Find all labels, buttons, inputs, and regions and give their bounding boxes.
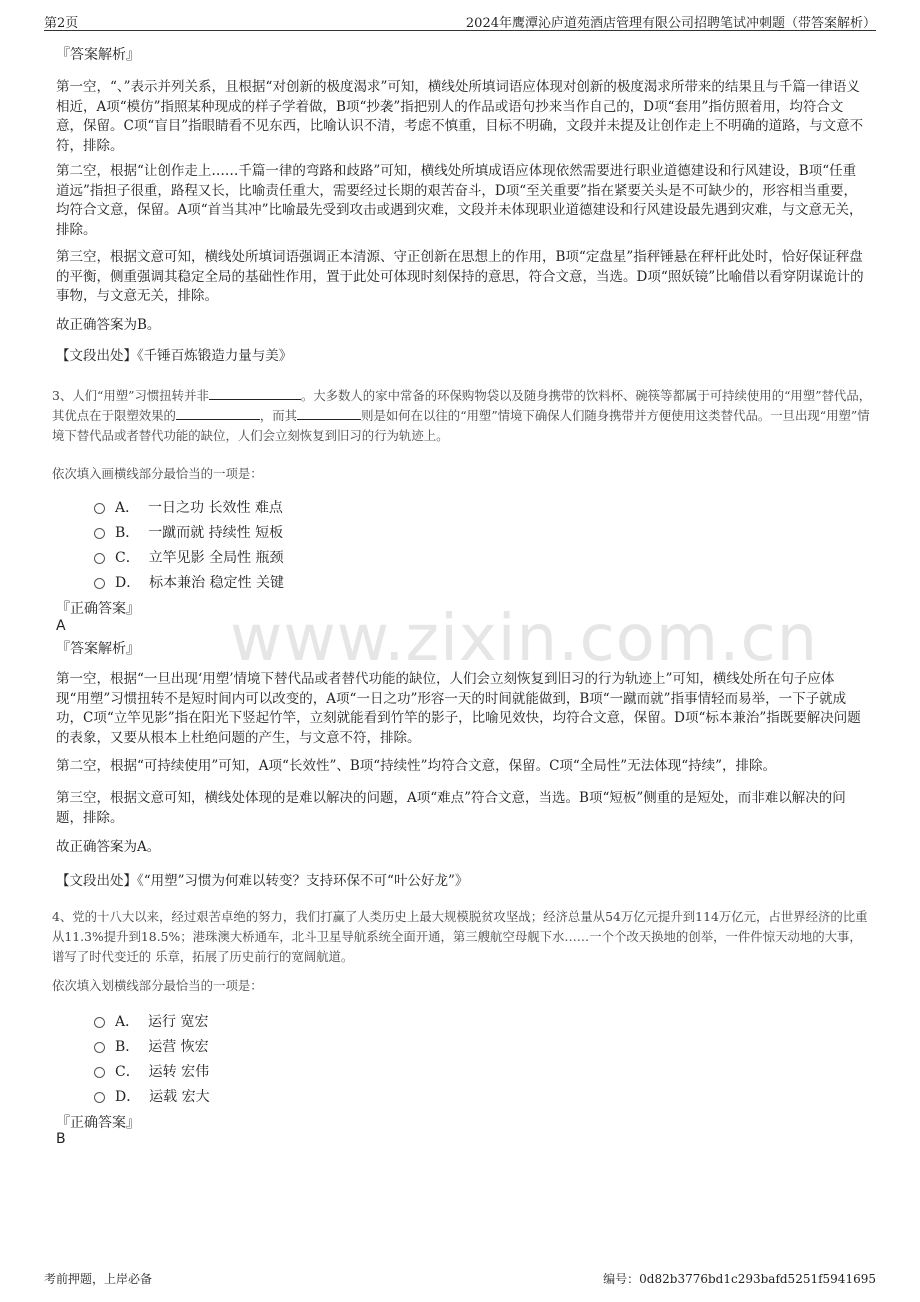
- option-d[interactable]: [94, 1086, 210, 1106]
- radio-icon[interactable]: [94, 1067, 105, 1078]
- watermark: www.zixin.com.cn: [230, 602, 819, 676]
- question-3-text: [52, 386, 872, 446]
- option-text: 运行 宽宏: [148, 1014, 209, 1030]
- analysis-paragraph: 第一空，“、”表示并列关系，且根据“对创新的极度渴求”可知，横线处所填词语应体现对创新的极度渴求所带来的结果且与千篇一律语义相近，A项“模仿”指照某种现成的样子学着做，B项“抄袭”指把别人的作品或语句抄来当作自己的，D项“套用”指仿照着用，均符合文意，保留。C项“盲目”指眼睛看不见东西，比喻认识不清，考虑不慎重，目标不明确，文段并未提及让创作走上不明确的道路，与文意不符，排除。: [56, 79, 864, 154]
- radio-icon[interactable]: [94, 1042, 105, 1053]
- option-key: D．: [115, 575, 141, 591]
- option-text: 运载 宏大: [149, 1089, 210, 1105]
- radio-icon[interactable]: [94, 1092, 105, 1103]
- analysis-paragraph: 第二空，根据“可持续使用”可知，A项“长效性”、B项“持续性”均符合文意，保留。C项“全局性”无法体现“持续”，排除。: [56, 758, 777, 774]
- correct-answer: A: [56, 618, 66, 634]
- question-4-text: 4、党的十八大以来，经过艰苦卓绝的努力，我们打赢了人类历史上最大规模脱贫攻坚战；经济总量从54万亿元提升到114万亿元，占世界经济的比重从11.3%提升到18.5%；港珠澳大桥通车，北斗卫星导航系统全面开通，第三艘航空母舰下水……一个个改天换地的创举，一件件惊天动地的大事，谱写了时代变迁的 乐章，拓展了历史前行的宽阔航道。: [52, 909, 868, 964]
- question-text-part: 。大多数人的家中常备的环保购物袋以及随身携带的饮料杯、碗筷等都属于可持续使用的“用塑”替代品，其优点在于限塑效果的: [52, 388, 872, 423]
- analysis-paragraph: 第三空，根据文意可知，横线处所填词语强调正本清源、守正创新在思想上的作用，B项“定盘星”指秤锤悬在秤杆此处时，恰好保证秤盘的平衡，侧重强调其稳定全局的基础性作用，置于此处可体现时刻保持的意思，符合文意，当选。D项“照妖镜”比喻借以看穿阴谋诡计的事物，与文意无关，排除。: [56, 249, 864, 304]
- radio-icon[interactable]: [94, 528, 105, 539]
- analysis-label: 『答案解析』: [56, 47, 140, 63]
- option-text: 运营 恢宏: [148, 1039, 209, 1055]
- option-b[interactable]: [94, 522, 283, 542]
- option-key: C．: [115, 550, 140, 566]
- answer-blank: [209, 387, 301, 400]
- correct-answer-label: 『正确答案』: [56, 1115, 140, 1131]
- answer-blank: [176, 407, 260, 420]
- option-key: B．: [115, 525, 140, 541]
- question-prompt: 依次填入划横线部分最恰当的一项是：: [52, 978, 263, 993]
- source-title: 《“用塑”习惯为何难以转变？支持环保不可“叶公好龙”》: [137, 873, 469, 889]
- option-key: A．: [115, 500, 140, 516]
- option-text: 标本兼治 稳定性 关键: [149, 575, 285, 591]
- page-number: 第2页: [44, 16, 79, 31]
- radio-icon[interactable]: [94, 503, 105, 514]
- radio-icon[interactable]: [94, 553, 105, 564]
- option-a[interactable]: [94, 1011, 208, 1031]
- option-text: 运转 宏伟: [148, 1064, 210, 1080]
- question-text-part: 3、人们“用塑”习惯扭转并非: [52, 388, 209, 403]
- conclusion: 故正确答案为B。: [56, 317, 161, 333]
- question-text-part: 则是如何在以往的“用塑”情境下确保人们随身携带并方便使用这类替代品。一旦出现“用塑”情境下替代品或者替代功能的缺位，人们会立刻恢复到旧习的行为轨迹上。: [52, 408, 870, 443]
- analysis-label: 『答案解析』: [56, 641, 140, 657]
- document-id: 编号：0d82b3776bd1c293bafd5251f5941695: [603, 1272, 876, 1286]
- question-text-part: ，而其: [259, 408, 298, 423]
- radio-icon[interactable]: [94, 578, 105, 589]
- conclusion: 故正确答案为A。: [56, 839, 161, 855]
- option-text: 一日之功 长效性 难点: [148, 500, 283, 516]
- source-title: 《千锤百炼锻造力量与美》: [137, 348, 293, 364]
- option-c[interactable]: [94, 1061, 209, 1081]
- option-c[interactable]: [94, 547, 284, 567]
- analysis-paragraph: 第二空，根据“让创作走上……千篇一律的弯路和歧路”可知，横线处所填成语应体现依然需要进行职业道德建设和行风建设，B项“任重道远”指担子很重，路程又长，比喻责任重大，需要经过长期的艰苦奋斗，D项“至关重要”指在紧要关头是不可缺少的，形容相当重要，均符合文意，保留。A项“首当其冲”比喻最先受到攻击或遇到灾难，文段并未体现职业道德建设和行风建设最先遇到灾难，与文意无关，排除。: [56, 163, 863, 238]
- option-key: D．: [115, 1089, 141, 1105]
- question-prompt: 依次填入画横线部分最恰当的一项是：: [52, 466, 263, 481]
- footer-slogan: 考前押题，上岸必备: [44, 1272, 153, 1286]
- analysis-paragraph: 第一空，根据“一旦出现‘用塑’情境下替代品或者替代功能的缺位，人们会立刻恢复到旧习的行为轨迹上”可知，横线处所在句子应体现“用塑”习惯扭转不是短时间内可以改变的，A项“一日之功”形容一天的时间就能做到，B项“一蹴而就”指事情轻而易举，一下子就成功，C项“立竿见影”指在阳光下竖起竹竿，立刻就能看到竹竿的影子，比喻见效快，均符合文意，保留。D项“标本兼治”指既要解决问题的表象，又要从根本上杜绝问题的产生，与文意不符，排除。: [56, 671, 861, 746]
- option-key: C．: [115, 1064, 140, 1080]
- option-text: 一蹴而就 持续性 短板: [148, 525, 284, 541]
- answer-blank: [297, 407, 361, 420]
- page-header: [44, 8, 876, 31]
- radio-icon[interactable]: [94, 1017, 105, 1028]
- option-b[interactable]: [94, 1036, 209, 1056]
- option-text: 立竿见影 全局性 瓶颈: [148, 550, 284, 566]
- option-key: B．: [115, 1039, 140, 1055]
- option-a[interactable]: [94, 497, 283, 517]
- option-key: A．: [115, 1014, 140, 1030]
- option-d[interactable]: [94, 572, 284, 592]
- correct-answer-label: 『正确答案』: [56, 601, 140, 617]
- analysis-paragraph: 第三空，根据文意可知，横线处体现的是难以解决的问题，A项“难点”符合文意，当选。B项“短板”侧重的是短处，而非难以解决的问题，排除。: [56, 790, 846, 826]
- source-label: 【文段出处】: [56, 873, 137, 889]
- source-label: 【文段出处】: [56, 348, 137, 364]
- document-title: 2024年鹰潭沁庐道苑酒店管理有限公司招聘笔试冲刺题（带答案解析）: [465, 16, 876, 31]
- correct-answer: B: [56, 1131, 66, 1147]
- source-line: [56, 872, 868, 892]
- source-line: [56, 347, 868, 367]
